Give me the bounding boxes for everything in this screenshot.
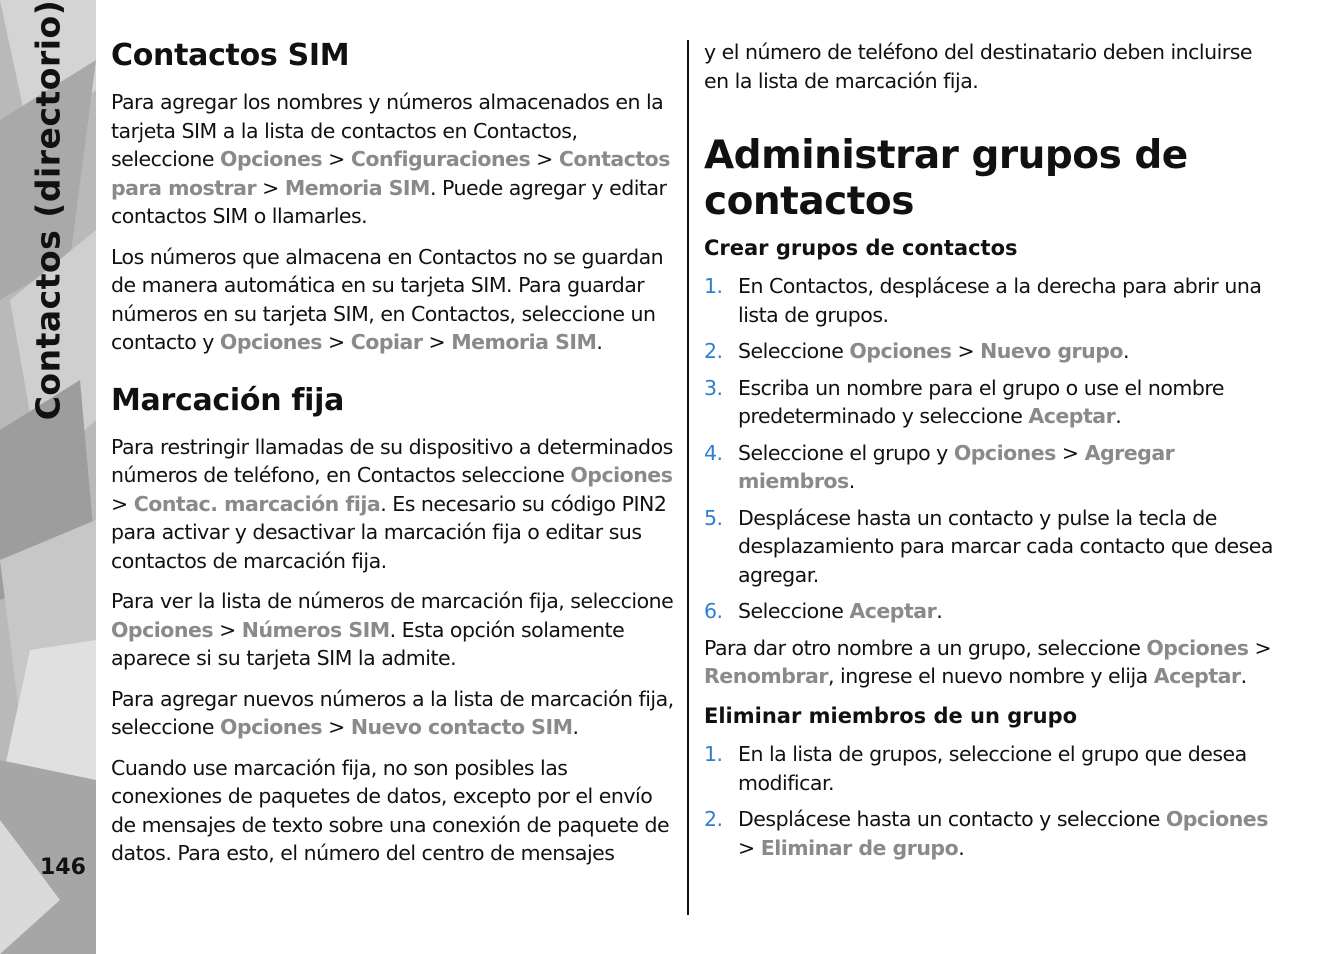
paragraph	[111, 243, 677, 357]
text-run: . Esta opción solamente aparece si su tarjeta SIM la admite.	[111, 617, 625, 670]
right-column	[704, 38, 1279, 870]
menu-option-text: Aceptar	[1028, 404, 1116, 429]
menu-option-text: Opciones	[570, 463, 673, 487]
menu-option-text: Opciones	[953, 440, 1056, 465]
text-run: >	[422, 330, 452, 354]
menu-option-text: Nuevo grupo	[980, 339, 1124, 364]
menu-option-text: Agregar miembros	[738, 440, 1175, 494]
menu-option-text: Eliminar de grupo	[760, 835, 959, 860]
paragraph-continuation	[704, 38, 1279, 95]
section-title: Contactos (directorio)	[28, 0, 68, 421]
paragraph-renombrar	[704, 634, 1279, 691]
text-run: Cuando use marcación fija, no son posibles las conexiones de paquetes de datos, excepto por el envío de mensajes de texto sobre una conexión de paquete de datos. Para esto, el número del centro de mensajes	[111, 755, 670, 865]
steps-eliminar	[704, 740, 1279, 862]
paragraph	[111, 754, 677, 868]
text-run: .	[1240, 664, 1247, 689]
menu-option-text: Nuevo contacto SIM	[350, 715, 573, 739]
text-run: Desplácese hasta un contacto y pulse la tecla de desplazamiento para marcar cada contacto que desea agregar.	[738, 505, 1273, 587]
paragraph	[111, 88, 677, 231]
heading-marcacion-fija: Marcación fija	[111, 382, 345, 418]
step-number: 1.	[704, 742, 723, 767]
text-run: >	[322, 715, 351, 739]
step-item	[704, 504, 1279, 590]
text-run: Seleccione	[738, 339, 850, 364]
menu-option-text: Memoria SIM	[284, 175, 430, 200]
step-item	[704, 439, 1279, 496]
text-run: Para ver la lista de números de marcación fija, seleccione	[111, 589, 674, 613]
text-run: .	[572, 715, 579, 739]
text-run: Seleccione	[738, 599, 850, 624]
step-item	[704, 597, 1279, 626]
menu-option-text: Opciones	[220, 147, 323, 171]
text-run: >	[1248, 635, 1272, 660]
text-run: >	[322, 147, 351, 171]
heading-administrar-grupos: Administrar grupos de contactos	[704, 133, 1188, 225]
text-run: , ingrese el nuevo nombre y elija	[827, 664, 1154, 689]
text-run: >	[951, 339, 981, 364]
step-item	[704, 337, 1279, 366]
step-number: 3.	[704, 375, 723, 400]
text-run: .	[936, 599, 943, 624]
menu-option-text: Opciones	[1165, 807, 1268, 832]
text-run: >	[213, 617, 242, 642]
step-number: 5.	[704, 505, 723, 530]
step-number: 1.	[704, 274, 723, 299]
menu-option-text: Contac. marcación fija	[133, 491, 381, 516]
step-number: 4.	[704, 440, 723, 465]
menu-option-text: Opciones	[220, 715, 323, 739]
text-run: Para dar otro nombre a un grupo, seleccione	[704, 635, 1147, 660]
step-number: 2.	[704, 807, 723, 832]
text-run: Seleccione el grupo y	[738, 440, 954, 465]
text-run: Para restringir llamadas de su dispositivo a determinados números de teléfono, en Contactos seleccione	[111, 434, 673, 487]
text-run: Desplácese hasta un contacto y seleccione	[738, 807, 1166, 832]
column-divider	[687, 40, 689, 915]
text-run: .	[848, 469, 855, 494]
paragraph	[111, 433, 677, 576]
text-run: >	[111, 491, 134, 516]
text-run: . Puede agregar y editar contactos SIM o llamarles.	[111, 175, 667, 228]
text-run: Los números que almacena en Contactos no se guardan de manera automática en su tarjeta SIM. Para guardar números en su tarjeta SIM, en Contactos, seleccione un contacto y	[111, 244, 664, 354]
menu-option-text: Opciones	[849, 339, 952, 364]
menu-option-text: Opciones	[219, 330, 322, 354]
steps-crear	[704, 272, 1279, 626]
step-item	[704, 740, 1279, 797]
text-run: En la lista de grupos, seleccione el grupo que desea modificar.	[738, 742, 1247, 795]
text-run: .	[958, 835, 965, 860]
page-number: 146	[40, 855, 86, 880]
text-run: >	[256, 175, 285, 200]
menu-option-text: Configuraciones	[350, 147, 531, 171]
text-run: Para agregar los nombres y números almacenados en la tarjeta SIM a la lista de contactos en Contactos, seleccione	[111, 90, 664, 171]
step-number: 6.	[704, 599, 723, 624]
text-run: >	[1055, 440, 1085, 465]
text-run: En Contactos, desplácese a la derecha para abrir una lista de grupos.	[738, 274, 1262, 327]
menu-option-text: Opciones	[1146, 635, 1249, 660]
text-run: .	[596, 330, 603, 354]
text-run: >	[322, 330, 351, 354]
heading-contactos-sim: Contactos SIM	[111, 38, 350, 73]
text-run: Para agregar nuevos números a la lista de marcación fija, seleccione	[111, 686, 674, 739]
text-run: y el número de teléfono del destinatario deben incluirse en la lista de marcación fija.	[704, 40, 1253, 93]
subheading-eliminar-miembros: Eliminar miembros de un grupo	[704, 703, 1078, 728]
text-run: >	[738, 835, 761, 860]
paragraph	[111, 587, 677, 673]
menu-option-text: Opciones	[111, 617, 214, 642]
step-item	[704, 374, 1279, 431]
paragraph	[111, 685, 677, 742]
menu-option-text: Números SIM	[241, 617, 390, 642]
text-run: .	[1123, 339, 1130, 364]
menu-option-text: Aceptar	[849, 599, 937, 624]
step-item	[704, 805, 1279, 862]
subheading-crear-grupos: Crear grupos de contactos	[704, 236, 1018, 261]
left-column	[111, 38, 677, 880]
menu-option-text: Renombrar	[704, 664, 828, 689]
text-run: >	[530, 147, 559, 171]
text-run: .	[1115, 404, 1122, 429]
sidebar	[0, 0, 96, 954]
menu-option-text: Memoria SIM	[451, 330, 597, 354]
menu-option-text: Copiar	[350, 330, 423, 354]
menu-option-text: Contactos para mostrar	[111, 147, 670, 200]
step-item	[704, 272, 1279, 329]
step-number: 2.	[704, 339, 723, 364]
text-run: . Es necesario su código PIN2 para activar y desactivar la marcación fija o editar sus contactos de marcación fija.	[111, 491, 667, 573]
menu-option-text: Aceptar	[1153, 664, 1241, 689]
text-run: Escriba un nombre para el grupo o use el nombre predeterminado y seleccione	[738, 375, 1224, 429]
